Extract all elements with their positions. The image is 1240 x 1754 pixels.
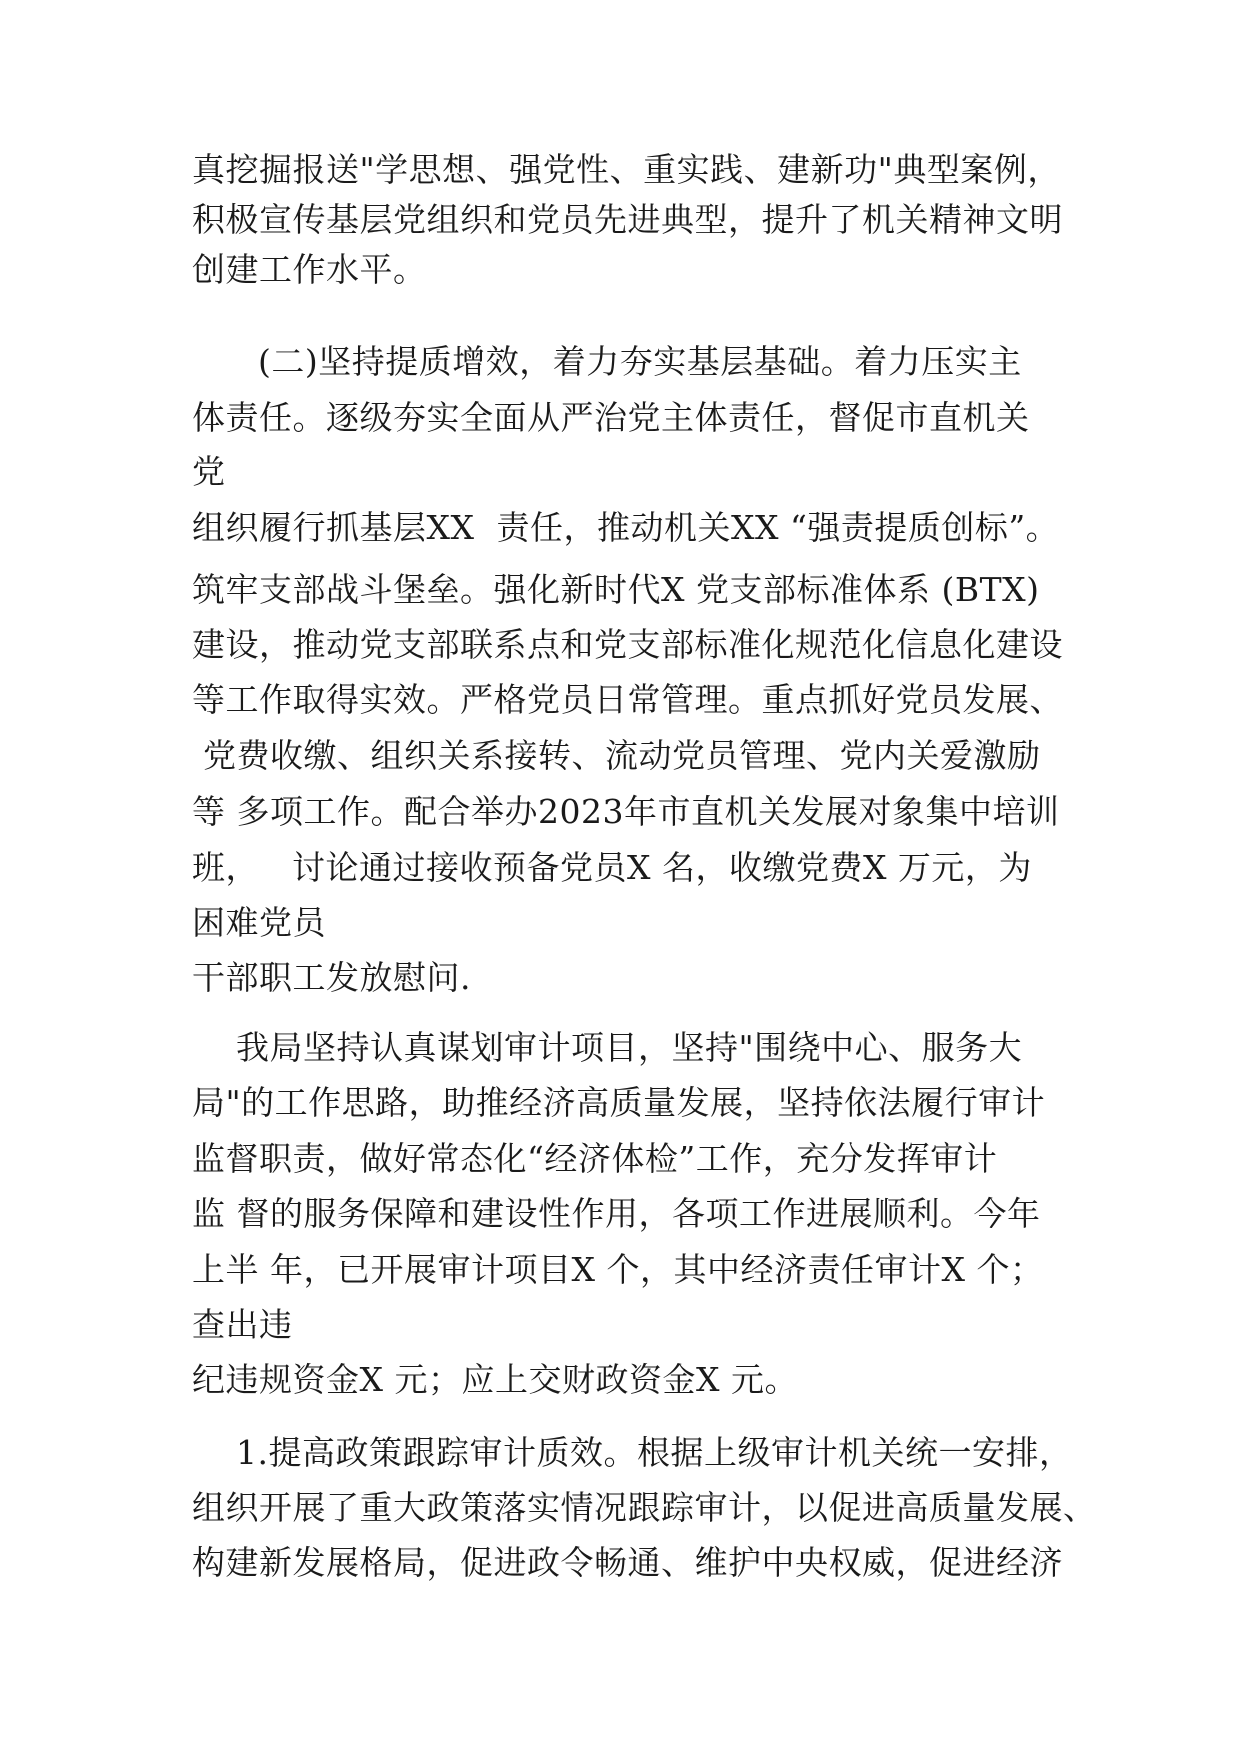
text-line: 组织履行抓基层XX 责任，推动机关XX “强责提质创标”。 [192, 508, 1060, 547]
text-line: 构建新发展格局，促进政令畅通、维护中央权威，促进经济 [192, 1543, 1063, 1582]
text-line: 积极宣传基层党组织和党员先进典型，提升了机关精神文明 [192, 200, 1063, 239]
text-line: 党 [192, 452, 226, 491]
text-line: 党费收缴、组织关系接转、流动党员管理、党内关爱激励 [192, 736, 1041, 775]
text-line: 纪违规资金X 元；应上交财政资金X 元。 [192, 1360, 798, 1399]
text-line: 困难党员 [192, 903, 326, 942]
text-line: 组织开展了重大政策落实情况跟踪审计，以促进高质量发展、 [192, 1488, 1097, 1527]
text-line: 班， 讨论通过接收预备党员X 名，收缴党费X 万元，为 [192, 848, 1032, 887]
text-line: 创建工作水平。 [192, 250, 427, 289]
text-line: 筑牢支部战斗堡垒。强化新时代X 党支部标准体系 (BTX) [192, 570, 1040, 609]
text-line: 体责任。逐级夯实全面从严治党主体责任，督促市直机关 [192, 398, 1030, 437]
text-line: 局"的工作思路，助推经济高质量发展，坚持依法履行审计 [192, 1083, 1046, 1122]
text-line: (二)坚持提质增效，着力夯实基层基础。着力压实主 [192, 342, 1022, 381]
text-line: 我局坚持认真谋划审计项目，坚持"围绕中心、服务大 [192, 1028, 1023, 1067]
text-line: 真挖掘报送"学思想、强党性、重实践、建新功"典型案例， [192, 150, 1061, 189]
text-line: 等 多项工作。配合举办2023年市直机关发展对象集中培训 [192, 792, 1060, 831]
text-line: 干部职工发放慰问. [192, 958, 471, 997]
text-line: 等工作取得实效。严格党员日常管理。重点抓好党员发展、 [192, 680, 1063, 719]
text-line: 监督职责，做好常态化“经济体检”工作，充分发挥审计 [192, 1139, 998, 1178]
text-line: 监 督的服务保障和建设性作用，各项工作进展顺利。今年 [192, 1194, 1041, 1233]
text-line: 查出违 [192, 1305, 293, 1344]
text-line: 上半 年，已开展审计项目X 个，其中经济责任审计X 个； [192, 1250, 1044, 1289]
text-line: 1.提高政策跟踪审计质效。根据上级审计机关统一安排， [192, 1433, 1073, 1472]
text-line: 建设，推动党支部联系点和党支部标准化规范化信息化建设 [192, 625, 1063, 664]
